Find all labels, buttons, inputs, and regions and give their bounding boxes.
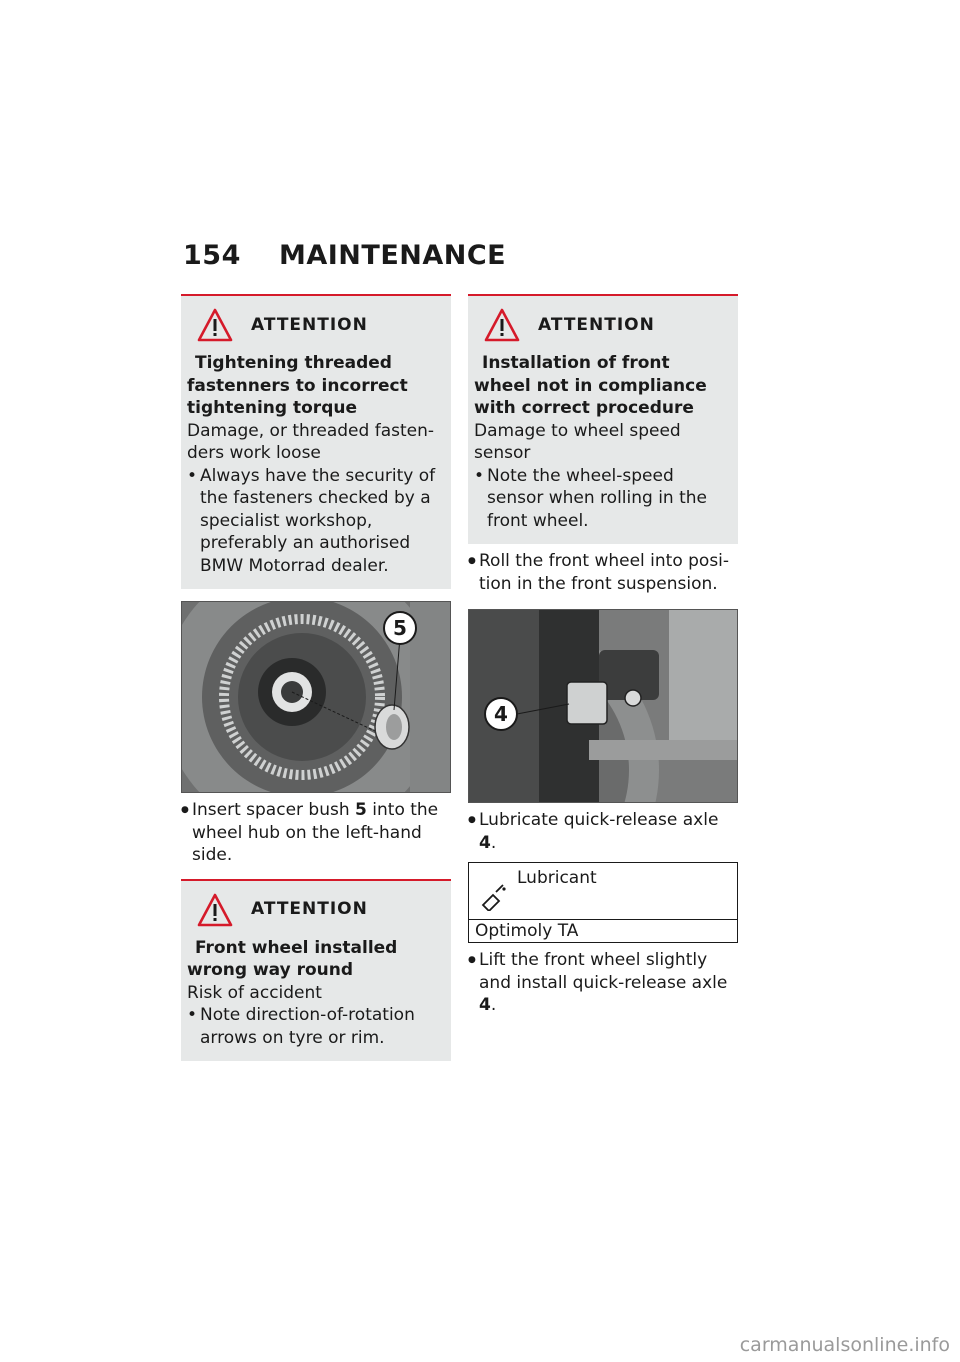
warning-triangle-icon [484, 308, 520, 342]
page-header [183, 240, 506, 271]
warning-triangle-icon [197, 308, 233, 342]
lubricant-table [468, 862, 738, 943]
step-install-axle: ● Lift the front wheel slightly and install quick-release axle 4. [468, 949, 738, 1017]
ref-5: 5 [355, 800, 367, 820]
figure-spacer-bush [181, 601, 451, 793]
attention-title: ATTENTION [251, 314, 368, 335]
section-title: MAINTENANCE [279, 240, 507, 271]
page-number: 154 [183, 240, 241, 271]
warning-triangle-icon [197, 893, 233, 927]
attention-instruction: • Note direction-of-rotation arrows on tyre or rim. [187, 1004, 445, 1049]
step-insert-spacer: ● Insert spacer bush 5 into the wheel hub on the left-hand side. [181, 799, 451, 867]
attention-heading: Front wheel installed wrong way round [187, 937, 398, 980]
attention-instruction: • Always have the security of the fasteners checked by a specialist workshop, preferably an authorised BMW Motorrad dealer. [187, 465, 445, 578]
ref-4: 4 [479, 995, 491, 1015]
attention-title: ATTENTION [251, 899, 368, 920]
axle-illustration [469, 610, 738, 802]
lubricant-name: Optimoly TA [475, 921, 579, 941]
attention-box-installation [468, 294, 738, 544]
lubricant-label: Lubricant [517, 868, 597, 888]
watermark: carmanualsonline.info [739, 1334, 950, 1356]
step-roll-wheel: ● Roll the front wheel into position in the front suspension. [468, 550, 738, 595]
callout-5: 5 [393, 616, 407, 640]
wheel-hub-illustration [182, 602, 451, 792]
step-lubricate-axle: ● Lubricate quick-release axle 4. [468, 809, 738, 854]
attention-consequence: Damage to wheel speed sensor [474, 420, 681, 463]
lubricant-oilcan-icon [479, 883, 507, 911]
attention-title: ATTENTION [538, 314, 655, 335]
left-column [181, 294, 451, 1061]
attention-box-wrong-way [181, 879, 451, 1062]
right-column [468, 294, 738, 1017]
attention-heading: Tightening threaded fastenners to incorrect tightening torque [187, 353, 408, 418]
attention-box-torque [181, 294, 451, 589]
ref-4: 4 [479, 832, 491, 853]
attention-consequence: Risk of accident [187, 982, 322, 1003]
attention-instruction: • Note the wheel-speed sensor when rolling in the front wheel. [474, 465, 732, 533]
attention-heading: Installation of front wheel not in compliance with correct procedure [474, 353, 707, 418]
figure-quick-release-axle [468, 609, 738, 803]
attention-consequence: Damage, or threaded fastenders work loose [187, 420, 435, 463]
callout-4: 4 [494, 702, 508, 726]
